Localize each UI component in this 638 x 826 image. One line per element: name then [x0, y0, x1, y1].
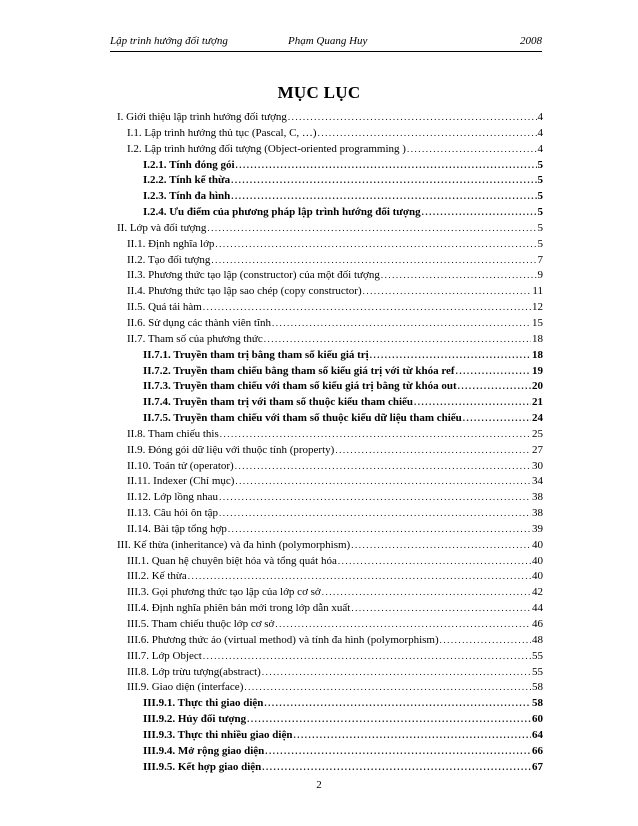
toc-entry-page: 18 — [532, 332, 543, 345]
toc-entry-page: 11 — [532, 285, 543, 298]
toc-entry-page: 58 — [532, 681, 543, 694]
dot-leader — [228, 522, 531, 538]
dot-leader — [211, 253, 536, 269]
toc-entry-title: II.7.2. Truyền tham chiếu bằng tham số kiểu giá trị với từ khóa ref — [143, 364, 456, 380]
dot-leader — [220, 427, 531, 443]
toc-entry[interactable] — [117, 189, 543, 205]
toc-entry-title: III.9.1. Thực thi giao diện — [143, 696, 264, 712]
toc-entry[interactable] — [117, 569, 543, 585]
toc-entry[interactable] — [117, 158, 543, 174]
header-author: Phạm Quang Huy — [288, 35, 368, 47]
toc-entry-page: 19 — [532, 364, 543, 377]
toc-entry[interactable] — [117, 395, 543, 411]
toc-entry-page: 40 — [532, 538, 543, 551]
toc-entry-page: 18 — [532, 348, 543, 361]
toc-entry[interactable] — [117, 712, 543, 728]
header-book-title: Lập trình hướng đối tượng — [110, 35, 228, 47]
toc-entry[interactable] — [117, 680, 543, 696]
toc-entry-page: 12 — [532, 301, 543, 314]
toc-entry[interactable] — [117, 316, 543, 332]
toc-entry-page: 20 — [532, 380, 543, 393]
dot-leader — [272, 316, 531, 332]
toc-entry[interactable] — [117, 173, 543, 189]
toc-entry-page: 21 — [532, 396, 543, 409]
dot-leader — [335, 443, 531, 459]
toc-entry-title: II.6. Sử dụng các thành viên tĩnh — [127, 316, 272, 332]
toc-entry[interactable] — [117, 585, 543, 601]
toc-entry-title: III.9.2. Hủy đối tượng — [143, 712, 247, 728]
dot-leader — [414, 395, 531, 411]
dot-leader — [203, 649, 531, 665]
toc-entry-page: 48 — [532, 633, 543, 646]
dot-leader — [381, 268, 537, 284]
toc-entry-page: 5 — [537, 158, 543, 171]
dot-leader — [363, 284, 532, 300]
toc-entry-page: 60 — [532, 713, 543, 726]
dot-leader — [275, 617, 531, 633]
toc-entry-title: II.11. Indexer (Chỉ mục) — [127, 474, 235, 490]
toc-entry-title: II.7.4. Truyền tham trị với tham số thuộc kiểu tham chiếu — [143, 395, 414, 411]
toc-entry[interactable] — [117, 364, 543, 380]
dot-leader — [351, 538, 531, 554]
toc-entry-title: II.14. Bài tập tổng hợp — [127, 522, 228, 538]
toc-entry[interactable] — [117, 601, 543, 617]
dot-leader — [188, 569, 531, 585]
dot-leader — [219, 506, 531, 522]
toc-entry-title: I.2. Lập trình hướng đối tượng (Object-oriented programming ) — [127, 142, 407, 158]
toc-entry-title: II.3. Phương thức tạo lập (constructor) của một đối tượng — [127, 268, 381, 284]
toc-entry[interactable] — [117, 744, 543, 760]
toc-entry-page: 58 — [532, 697, 543, 710]
dot-leader — [351, 601, 531, 617]
toc-entry[interactable] — [117, 474, 543, 490]
toc-entry[interactable] — [117, 459, 543, 475]
dot-leader — [235, 474, 531, 490]
dot-leader — [244, 680, 531, 696]
dot-leader — [236, 158, 537, 174]
toc-entry[interactable] — [117, 205, 543, 221]
dot-leader — [262, 760, 531, 776]
header-year: 2008 — [520, 35, 542, 47]
toc-entry-page: 4 — [537, 126, 543, 139]
dot-leader — [231, 173, 536, 189]
toc-entry-title: III.9.5. Kết hợp giao diện — [143, 760, 262, 776]
toc-entry-page: 66 — [532, 744, 543, 757]
dot-leader — [264, 696, 531, 712]
running-header — [110, 33, 542, 52]
toc-entry-page: 64 — [532, 728, 543, 741]
toc-entry[interactable] — [117, 142, 543, 158]
toc-entry-page: 55 — [532, 649, 543, 662]
dot-leader — [262, 665, 531, 681]
toc-entry-title: II.13. Câu hỏi ôn tập — [127, 506, 219, 522]
toc-entry[interactable] — [117, 443, 543, 459]
toc-entry-title: III. Kế thừa (inheritance) và đa hình (polymorphism) — [117, 538, 351, 554]
toc-entry-page: 9 — [537, 269, 543, 282]
toc-entry-page: 30 — [532, 459, 543, 472]
toc-entry-title: I.2.3. Tính đa hình — [143, 189, 231, 205]
toc-entry-page: 25 — [532, 427, 543, 440]
toc-entry-title: III.1. Quan hệ chuyên biệt hóa và tổng quát hóa — [127, 554, 338, 570]
toc-entry-title: II.12. Lớp lồng nhau — [127, 490, 219, 506]
toc-entry-title: II.10. Toán tử (operator) — [127, 459, 235, 475]
toc-entry[interactable] — [117, 348, 543, 364]
toc-entry-title: I.1. Lập trình hướng thủ tục (Pascal, C, …) — [127, 126, 318, 142]
dot-leader — [422, 205, 537, 221]
dot-leader — [231, 189, 536, 205]
toc-entry-title: II.9. Đóng gói dữ liệu với thuộc tính (property) — [127, 443, 335, 459]
dot-leader — [203, 300, 531, 316]
dot-leader — [247, 712, 531, 728]
toc-entry-page: 5 — [537, 221, 543, 234]
toc-entry[interactable] — [117, 110, 543, 126]
dot-leader — [215, 237, 536, 253]
dot-leader — [318, 126, 537, 142]
toc-entry-title: III.5. Tham chiếu thuộc lớp cơ sở — [127, 617, 275, 633]
toc-entry-title: II.7.3. Truyền tham chiếu với tham số kiểu giá trị bằng từ khóa out — [143, 379, 458, 395]
toc-entry-page: 38 — [532, 491, 543, 504]
toc-entry-title: III.9. Giao diện (interface) — [127, 680, 244, 696]
toc-entry[interactable] — [117, 268, 543, 284]
dot-leader — [322, 585, 531, 601]
dot-leader — [235, 459, 531, 475]
toc-entry-page: 39 — [532, 522, 543, 535]
page-title: MỤC LỤC — [277, 83, 361, 102]
toc-entry-page: 27 — [532, 443, 543, 456]
toc-entry-title: I. Giới thiệu lập trình hướng đối tượng — [117, 110, 288, 126]
toc-entry[interactable] — [117, 332, 543, 348]
dot-leader — [264, 332, 531, 348]
dot-leader — [463, 411, 531, 427]
toc-entry-page: 40 — [532, 570, 543, 583]
toc-entry-page: 55 — [532, 665, 543, 678]
toc-entry-title: I.2.1. Tính đóng gói — [143, 158, 236, 174]
toc-entry-title: III.9.3. Thực thi nhiều giao diện — [143, 728, 293, 744]
toc-entry[interactable] — [117, 237, 543, 253]
toc-entry-title: II. Lớp và đối tượng — [117, 221, 207, 237]
toc-entry[interactable] — [117, 728, 543, 744]
toc-entry-title: III.8. Lớp trừu tượng(abstract) — [127, 665, 262, 681]
dot-leader — [440, 633, 531, 649]
toc-entry-title: III.2. Kế thừa — [127, 569, 188, 585]
toc-entry-page: 5 — [537, 174, 543, 187]
toc-entry-page: 38 — [532, 507, 543, 520]
toc-entry-title: III.9.4. Mở rộng giao diện — [143, 744, 265, 760]
toc-entry-title: II.5. Quá tải hàm — [127, 300, 203, 316]
toc-entry[interactable] — [117, 633, 543, 649]
toc-entry-page: 24 — [532, 412, 543, 425]
table-of-contents — [117, 110, 543, 775]
toc-entry[interactable] — [117, 617, 543, 633]
toc-entry-page: 5 — [537, 206, 543, 219]
page-number: 2 — [316, 779, 322, 791]
toc-entry[interactable] — [117, 490, 543, 506]
toc-entry-title: I.2.2. Tính kế thừa — [143, 173, 231, 189]
toc-entry-title: II.7.1. Truyền tham trị bằng tham số kiểu giá trị — [143, 348, 370, 364]
toc-entry-title: II.1. Định nghĩa lớp — [127, 237, 215, 253]
toc-entry[interactable] — [117, 379, 543, 395]
toc-entry-page: 5 — [537, 237, 543, 250]
dot-leader — [338, 554, 531, 570]
toc-entry-title: II.2. Tạo đối tượng — [127, 253, 211, 269]
dot-leader — [219, 490, 531, 506]
dot-leader — [370, 348, 531, 364]
toc-entry-page: 4 — [537, 111, 543, 123]
toc-entry-title: III.7. Lớp Object — [127, 649, 203, 665]
toc-entry-title: II.7.5. Truyền tham chiếu với tham số thuộc kiểu dữ liệu tham chiếu — [143, 411, 463, 427]
dot-leader — [265, 744, 531, 760]
toc-entry[interactable] — [117, 665, 543, 681]
toc-entry-title: II.7. Tham số của phương thức — [127, 332, 264, 348]
toc-entry-title: I.2.4. Ưu điểm của phương pháp lập trình hướng đối tượng — [143, 205, 422, 221]
toc-entry[interactable] — [117, 221, 543, 237]
dot-leader — [288, 110, 537, 126]
toc-entry-page: 34 — [532, 475, 543, 488]
toc-entry[interactable] — [117, 126, 543, 142]
toc-entry-page: 7 — [537, 253, 543, 266]
toc-entry[interactable] — [117, 284, 543, 300]
toc-entry[interactable] — [117, 300, 543, 316]
toc-entry-page: 40 — [532, 554, 543, 567]
toc-entry-title: II.8. Tham chiếu this — [127, 427, 220, 443]
toc-entry-title: II.4. Phương thức tạo lập sao chép (copy constructor) — [127, 284, 363, 300]
toc-entry[interactable] — [117, 538, 543, 554]
toc-entry[interactable] — [117, 649, 543, 665]
toc-entry-title: III.6. Phương thức ảo (virtual method) và tính đa hình (polymorphism) — [127, 633, 440, 649]
toc-entry[interactable] — [117, 522, 543, 538]
toc-entry[interactable] — [117, 696, 543, 712]
toc-entry-title: III.3. Gọi phương thức tạo lập của lớp cơ sở — [127, 585, 322, 601]
toc-entry-page: 42 — [532, 586, 543, 599]
toc-entry-page: 5 — [537, 190, 543, 203]
toc-entry[interactable] — [117, 554, 543, 570]
dot-leader — [207, 221, 536, 237]
toc-entry-page: 4 — [537, 142, 543, 155]
dot-leader — [407, 142, 537, 158]
toc-entry-title: III.4. Định nghĩa phiên bản mới trong lớp dẫn xuất — [127, 601, 351, 617]
toc-entry[interactable] — [117, 253, 543, 269]
toc-entry-page: 15 — [532, 316, 543, 329]
toc-entry[interactable] — [117, 760, 543, 776]
toc-entry-page: 44 — [532, 602, 543, 615]
toc-entry[interactable] — [117, 411, 543, 427]
toc-entry[interactable] — [117, 506, 543, 522]
dot-leader — [293, 728, 531, 744]
toc-entry-page: 46 — [532, 618, 543, 630]
toc-entry-page: 67 — [532, 760, 543, 773]
toc-entry[interactable] — [117, 427, 543, 443]
dot-leader — [458, 379, 531, 395]
dot-leader — [456, 364, 531, 380]
